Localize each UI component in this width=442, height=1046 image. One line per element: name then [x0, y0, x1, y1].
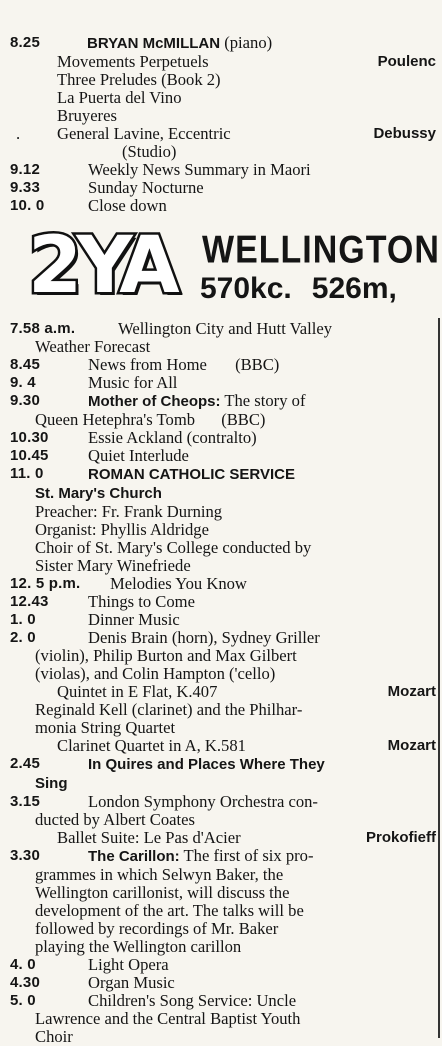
wavelength-m: 526m,	[311, 272, 397, 305]
listing-row	[0, 521, 442, 539]
listing-row	[0, 902, 442, 920]
listing-row	[0, 107, 442, 125]
listing-row	[0, 575, 442, 593]
programme-title: Essie Ackland (contralto)	[88, 428, 257, 447]
source-note: (BBC)	[235, 355, 280, 374]
station-name: WELLINGTON	[202, 227, 440, 272]
listing-row	[0, 793, 442, 811]
detail-line: monia String Quartet	[35, 718, 176, 737]
detail-line: Preacher: Fr. Frank Durning	[35, 502, 223, 521]
programme-title: Light Opera	[88, 955, 169, 974]
time-label: 9.12	[10, 161, 40, 178]
programme-title: Organ Music	[88, 973, 175, 992]
listing-row	[0, 143, 442, 161]
listing-row	[0, 557, 442, 575]
time-label: 5. 0	[10, 992, 36, 1009]
listing-row	[0, 374, 442, 392]
time-label: 12. 5 p.m.	[10, 575, 81, 592]
listing-row	[0, 737, 442, 755]
programme-highlight: ROMAN CATHOLIC SERVICE	[88, 466, 295, 483]
listing-row	[0, 829, 442, 847]
programme-title: London Symphony Orchestra con-	[88, 792, 318, 811]
time-label: 8.45	[10, 356, 40, 373]
time-label: 1. 0	[10, 611, 36, 628]
detail-line: Wellington carillonist, will discuss the	[35, 883, 290, 902]
listing-row	[0, 392, 442, 411]
time-label: 9. 4	[10, 374, 36, 391]
station-logo: 2YA	[28, 221, 174, 311]
time-label: 9.33	[10, 179, 40, 196]
listing-row	[0, 411, 442, 429]
time-label: 3.15	[10, 793, 40, 810]
station-header	[0, 221, 442, 316]
work-title: Clarinet Quartet in A, K.581	[57, 736, 246, 755]
listing-row	[0, 956, 442, 974]
composer-name: Mozart	[387, 737, 436, 754]
listing-row	[0, 197, 442, 215]
listing-row	[0, 1010, 442, 1028]
listing-row	[0, 647, 442, 665]
listing-row	[0, 125, 442, 143]
time-label: 2.45	[10, 755, 40, 772]
listing-row	[0, 884, 442, 902]
work-title: General Lavine, Eccentric	[57, 124, 231, 143]
time-label: 12.43	[10, 593, 49, 610]
listing-row	[0, 356, 442, 374]
listing-row	[0, 465, 442, 484]
time-label: 3.30	[10, 847, 40, 864]
detail-line: (violas), and Colin Hampton ('cello)	[35, 664, 276, 683]
listing-row	[0, 338, 442, 356]
listing-row	[0, 89, 442, 107]
composer-name: Prokofieff	[365, 829, 436, 846]
listing-row	[0, 629, 442, 647]
time-label: 11. 0	[10, 465, 44, 482]
programme-title: Dinner Music	[88, 610, 180, 629]
time-label: 9.30	[10, 392, 40, 409]
listing-row	[0, 665, 442, 683]
time-label: 7.58 a.m.	[10, 320, 76, 337]
listing-row	[0, 539, 442, 557]
listing-row	[0, 974, 442, 992]
listing-row	[0, 866, 442, 884]
programme-title: Queen Hetephra's Tomb	[35, 410, 196, 429]
programme-title: The story of	[224, 391, 306, 410]
time-label: 10.30	[10, 429, 49, 446]
programme-title: Music for All	[88, 373, 178, 392]
venue-name: St. Mary's Church	[35, 485, 162, 502]
frequency-kc: 570kc.	[200, 272, 292, 305]
detail-line: playing the Wellington carillon	[35, 937, 242, 956]
detail-line: (violin), Philip Burton and Max Gilbert	[35, 646, 297, 665]
listing-row	[0, 920, 442, 938]
listing-row	[0, 719, 442, 737]
programme-title: Wellington City and Hutt Valley	[118, 319, 333, 338]
detail-line: Reginald Kell (clarinet) and the Philhar-	[35, 700, 303, 719]
detail-line: followed by recordings of Mr. Baker	[35, 919, 279, 938]
time-label: 4. 0	[10, 956, 36, 973]
programme-title: Weekly News Summary in Maori	[88, 160, 311, 179]
time-label: 10.45	[10, 447, 49, 464]
composer-name: Debussy	[373, 125, 436, 142]
detail-line: Choir	[35, 1027, 73, 1046]
detail-line: development of the art. The talks will be	[35, 901, 304, 920]
programme-title: Things to Come	[88, 592, 195, 611]
detail-line: Organist: Phyllis Aldridge	[35, 520, 209, 539]
listing-row	[0, 847, 442, 866]
programme-title: News from Home	[88, 355, 207, 374]
work-title: Quintet in E Flat, K.407	[57, 682, 218, 701]
detail-line: grammes in which Selwyn Baker, the	[35, 865, 284, 884]
listing-row	[0, 429, 442, 447]
listing-row	[0, 320, 442, 338]
programme-title: Quiet Interlude	[88, 446, 189, 465]
work-title: Ballet Suite: Le Pas d'Acier	[57, 828, 241, 847]
venue-note: (Studio)	[122, 142, 177, 161]
listing-row	[0, 447, 442, 465]
listing-row	[0, 683, 442, 701]
source-note: (BBC)	[221, 410, 266, 429]
work-title: La Puerta del Vino	[57, 88, 182, 107]
programme-title: Denis Brain (horn), Sydney Griller	[88, 628, 320, 647]
listing-row	[0, 53, 442, 71]
listing-row	[0, 811, 442, 829]
listing-row	[0, 484, 442, 503]
composer-name: Mozart	[387, 683, 436, 700]
listing-row	[0, 161, 442, 179]
programme-title: Children's Song Service: Uncle	[88, 991, 297, 1010]
time-label: 10. 0	[10, 197, 45, 214]
work-title: Bruyeres	[57, 106, 117, 125]
listing-row	[0, 1028, 442, 1046]
detail-line: Lawrence and the Central Baptist Youth	[35, 1009, 301, 1028]
work-title: Movements Perpetuels	[57, 52, 209, 71]
programme-title: Melodies You Know	[110, 574, 247, 593]
listing-row	[0, 71, 442, 89]
programme-highlight: Mother of Cheops:	[88, 393, 221, 410]
programme-highlight: Sing	[35, 775, 68, 792]
programme-title: Close down	[88, 196, 167, 215]
detail-line: Choir of St. Mary's College conducted by	[35, 538, 312, 557]
time-label: 8.25	[10, 34, 40, 51]
listing-row	[0, 938, 442, 956]
bullet-mark: .	[16, 124, 21, 143]
listing-row	[0, 34, 442, 53]
programme-title: The first of six pro-	[183, 846, 314, 865]
instrument-note: (piano)	[224, 33, 273, 52]
listing-row	[0, 179, 442, 197]
detail-line: Sister Mary Winefriede	[35, 556, 191, 575]
listing-row	[0, 774, 442, 793]
composer-name: Poulenc	[377, 53, 436, 70]
listing-row	[0, 992, 442, 1010]
programme-highlight: In Quires and Places Where They	[88, 756, 325, 773]
time-label: 2. 0	[10, 629, 36, 646]
work-title: Three Preludes (Book 2)	[57, 70, 221, 89]
artist-name: BRYAN McMILLAN	[87, 35, 221, 52]
programme-highlight: The Carillon:	[88, 848, 180, 865]
listing-row	[0, 701, 442, 719]
time-label: 4.30	[10, 974, 40, 991]
listing-row	[0, 593, 442, 611]
detail-line: ducted by Albert Coates	[35, 810, 195, 829]
listing-row	[0, 611, 442, 629]
programme-title: Sunday Nocturne	[88, 178, 204, 197]
station-frequency	[200, 273, 417, 305]
listing-row	[0, 755, 442, 774]
programme-title: Weather Forecast	[35, 337, 151, 356]
listing-row	[0, 503, 442, 521]
